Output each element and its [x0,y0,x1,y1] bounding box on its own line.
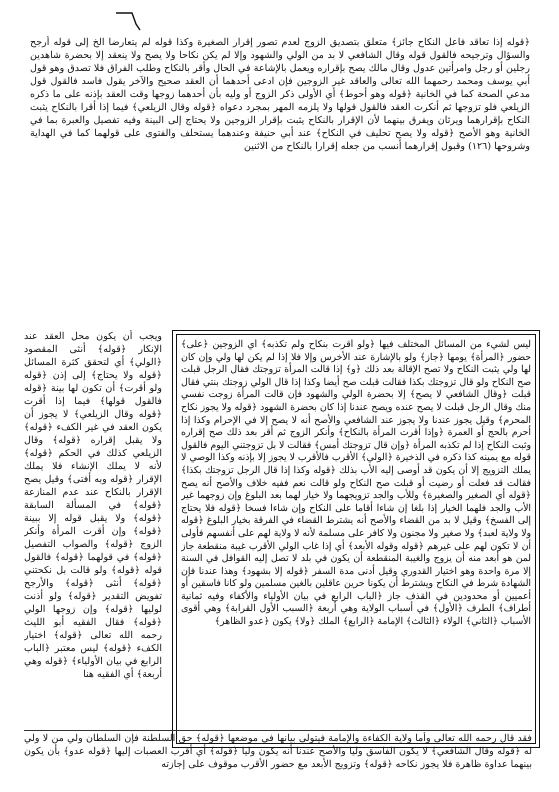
printer-mark-icon [114,10,144,34]
main-text-frame [172,330,540,748]
footer-divider [24,730,532,731]
commentary-text-top: ﴿قوله إذا تعاقد فاعل النكاح جائز﴾ متعلق بتصديق الزوج لعدم تصور إقرار الصغيرة وكذا قوله لم يتعارضا الخ إلى قوله أرجح والسؤال وترجيحه فالقول قوله وقال الشافعي لا بد من الولي والشهود وإلا لم يكن نكاحا ولا يصح ولا ينعقد إلا بحضرة شاهدين رجلين أو رجل وامرأتين عدول وقال مالك يصح بإقراره ويعمل بالإشاعة في الحال وأقر بالنكاح وطلب الفراق فلا تصدق وهو قول أبي يوسف ومحمد رحمهما الله تعالى والعاقد غير الزوجين فإن ادعى أحدهما أن العقد صحيح والآخر يقول فاسد فالقول قول مدعي الصحة كما في الخانية ﴿قوله وهو أحوط﴾ أي الأولى ذكر الزوج أو وليه بأن أحدهما زوجها وقت العقد بإذنه على ما ذكره الزيلعي فلو تزوجها ثم أنكرت العقد فالقول قولها ولا يلزمه المهر بمجرد دعواه ﴿قوله وقال الزيلعي﴾ فيما إذا أقرا بالنكاح يثبت النكاح بإقرارهما ويرثان ويفرق بينهما لأن الإقرار بالنكاح يثبت بإقرار الزوجين ولا يحتاج إلى البينة وفيه تفصيل والعبرة بما في الخانية وهو الأصح ﴿قوله ولا يصح تحليف في النكاح﴾ عند أبي حنيفة وعندهما يستحلف والفتوى على قولهما كما في الهداية وشروحها (١٢٦) وقبول إقرارهما أنسب من جعله إقرارا بالنكاح من الاثنين [30,37,530,152]
margin-commentary: ويجب أن يكون محل العقد عند الإنكار ﴿قوله﴾ أنثى المقصود ﴿الولي﴾ أي لتحقق كثرة المسائل ﴿قوله ولا يحتاج﴾ إلى إذن ﴿قوله ولو أقرت﴾ أن تكون لها بينة ﴿قوله فالقول قولها﴾ فيما إذا أقرت ﴿قوله وقال الزيلعي﴾ لا يجوز أن يكون العقد في غير الكفء ﴿قوله﴾ ولا يقبل إقراره ﴿قوله﴾ وقال الزيلعي كذلك في الحكم ﴿قوله﴾ لأنه لا يملك الإنشاء فلا يملك الإقرار ﴿قوله وبه أفتى﴾ وقيل يصح الإقرار بالنكاح عند عدم المنازعة ﴿قوله﴾ في المسألة السابقة ﴿قوله﴾ ولا يقبل قوله إلا ببينة ﴿قوله﴾ وإن أقرت المرأة وأنكر الزوج ﴿قوله﴾ والصواب التفصيل ﴿قوله﴾ في قولهما ﴿قوله﴾ فالقول قوله ﴿قوله﴾ ولو قالت بل نكحتني ﴿قوله﴾ أنثى ﴿قوله﴾ والأرجح تفويض التقدير ﴿قوله﴾ ولو أذنت لوليها ﴿قوله﴾ وإن زوجها الولي ﴿قوله﴾ فقال الفقيه أبو الليث رحمه الله تعالى ﴿قوله﴾ اختيار الكفء ﴿قوله﴾ ليس معتبر ﴿الباب الرابع في بيان الأولياء﴾ ﴿قوله وهي أربعة﴾ أي الفقيه هنا [24,331,162,680]
main-text-inner-frame [176,334,536,744]
main-text: ليس لشيء من المسائل المختلف فيها ﴿ولو أقرت بنكاح ولم تكذبه﴾ أي الزوجين ﴿على﴾ حضور ﴿المرأة﴾ يومها ﴿جاز﴾ ولو بالإشارة عند الأخرس وإلا فلا إذا لم يكن لها ولي وإن كان لها ولي يثبت النكاح ولا تصح الإقالة بعد ذلك ﴿و﴾ إذا قالت المرأة تزوجتك فقال الرجل قبلت صح النكاح ولو قال تزوجتك بكذا فقالت قبلت صح أيضا وكذا إذا قال الولي زوجتك بنتي فقال قبلت ﴿وقال الشافعي لا يصح﴾ إلا بحضرة الولي والشهود فإن قالت المرأة زوجت نفسي منك وقال الرجل قبلت لا يصح عنده ويصح عندنا إذا كان بحضرة الشهود ﴿قوله ولا يجوز نكاح المحرم﴾ وقيل يجوز عندنا ولا يجوز عند الشافعي والأصح أنه لا يصح إلا في الإحرام وكذا إذا أحرم بالحج أو العمرة ﴿وإذا أقرت المرأة بالنكاح﴾ وأنكر الزوج ثم أقر بعد ذلك صح إقراره وثبت النكاح إذا لم تكذبه المرأة ﴿وإن قال تزوجتك أمس﴾ فقالت لا بل تزوجتني اليوم فالقول قوله مع يمينه كذا ذكره في الذخيرة ﴿الولي﴾ الأقرب فالأقرب لا يجوز إلا بإذنه وكذا الوصي لا يملك التزويج إلا أن يكون قد أوصى إليه الأب بذلك ﴿قوله وكذا إذا قال الرجل تزوجتك بكذا﴾ فقالت قد فعلت أو رضيت أو قبلت صح النكاح ولو قالت نعم ففيه خلاف والأصح أنه يصح ﴿قوله أي الصغير والصغيرة﴾ وللأب والجد تزويجهما ولا خيار لهما بعد البلوغ وإن زوجهما غير الأب والجد فلهما الخيار إذا بلغا إن شاءا أقاما على النكاح وإن شاءا فسخا ﴿قوله فلا يحتاج إلى الفسخ﴾ وقيل لا بد من القضاء والأصح أنه يشترط القضاء في الفرقة بخيار البلوغ ﴿قوله ولا ولاية لعبد﴾ ولا صغير ولا مجنون ولا كافر على مسلمة لأنه لا ولاية لهم على أنفسهم فأولى أن لا تكون لهم على غيرهم ﴿قوله وقوله الأبعد﴾ أي إذا غاب الولي الأقرب غيبة منقطعة جاز لمن هو أبعد منه أن يزوج والغيبة المنقطعة أن يكون في بلد لا تصل إليه القوافل في السنة إلا مرة واحدة وهو اختيار القدوري وقيل أدنى مدة السفر ﴿قوله إلا بشهود﴾ وهذا عندنا فإن الشهادة شرط في النكاح ويشترط أن يكونا حرين عاقلين بالغين مسلمين ولو كانا فاسقين أو أعميين أو محدودين في القذف جاز ﴿الباب الرابع في بيان الأولياء والأكفاء وفيه ثمانية أطراف﴾ الطرف ﴿الأول﴾ في أسباب الولاية وهي أربعة ﴿السبب الأول القرابة﴾ وهي أقوى الأسباب ﴿الثاني﴾ الولاء ﴿الثالث﴾ الإمامة ﴿الرابع﴾ الملك ﴿ولا﴾ يكون ﴿عدو الظاهر﴾ [181,339,531,628]
commentary-text-bottom: فقد قال رحمه الله تعالى وأما ولاية الكفاءة والإمامة فيتولى بيانها في موضعها ﴿قوله﴾ حق السلطنة فإن السلطان ولي من لا ولي له ﴿قوله وقال الشافعي﴾ لا يكون الفاسق وليا والأصح عندنا أنه يكون وليا ﴿قوله﴾ أي أقرب العصبات إليها ﴿قوله عدو﴾ بأن يكون بينهما عداوة ظاهرة فلا يجوز نكاحه ﴿قوله﴾ وتزويج الأبعد مع حضور الأقرب موقوف على إجازته [24,733,532,770]
